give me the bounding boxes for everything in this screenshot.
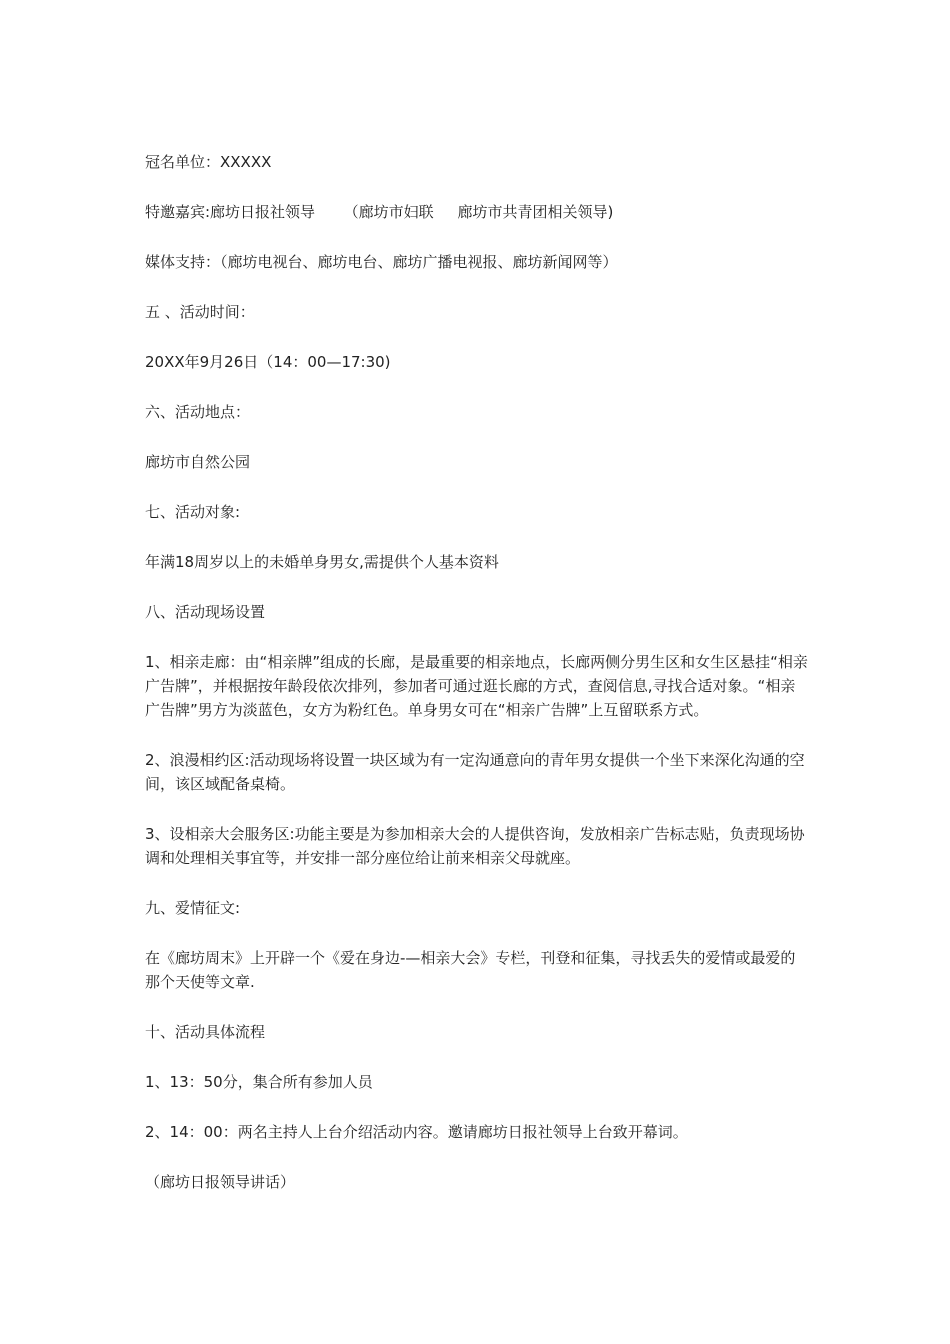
media-support-line: 媒体支持：（廊坊电视台、廊坊电台、廊坊广播电视报、廊坊新闻网等） (145, 253, 618, 271)
venue-item-corridor: 1、相亲走廊：由“相亲牌”组成的长廊，是最重要的相亲地点，长廊两侧分男生区和女生区悬挂“相亲广告牌”，并根据按年龄段依次排列，参加者可通过逛长廊的方式，查阅信息,寻找合适对象。“相亲广告牌”男方为淡蓝色，女方为粉红色。单身男女可在“相亲广告牌”上互留联系方式。 (145, 653, 808, 719)
process-note-speech: （廊坊日报领导讲话） (145, 1173, 296, 1191)
section-heading-essay: 九、爱情征文: (145, 899, 241, 917)
venue-item-service-area: 3、设相亲大会服务区:功能主要是为参加相亲大会的人提供咨询，发放相亲广告标志贴，负责现场协调和处理相关事宜等，并安排一部分座位给让前来相亲父母就座。 (145, 825, 805, 867)
process-step-1: 1、13：50分，集合所有参加人员 (145, 1073, 373, 1091)
process-step-2: 2、14：00：两名主持人上台介绍活动内容。邀请廊坊日报社领导上台致开幕词。 (145, 1123, 688, 1141)
title-sponsor-line: 冠名单位：XXXXX (145, 153, 272, 171)
section-heading-venue-setup: 八、活动现场设置 (145, 603, 266, 621)
event-time: 20XX年9月26日（14：00—17:30) (145, 353, 391, 371)
document-body (145, 150, 810, 1220)
section-heading-time: 五 、活动时间： (145, 303, 255, 321)
section-heading-process: 十、活动具体流程 (145, 1023, 266, 1041)
event-audience: 年满18周岁以上的未婚单身男女,需提供个人基本资料 (145, 553, 499, 571)
venue-item-romantic-area: 2、浪漫相约区:活动现场将设置一块区域为有一定沟通意向的青年男女提供一个坐下来深化沟通的空间，该区域配备桌椅。 (145, 751, 805, 793)
special-guests-line: 特邀嘉宾:廊坊日报社领导 （廊坊市妇联 廊坊市共青团相关领导) (145, 203, 614, 221)
event-location: 廊坊市自然公园 (145, 453, 251, 471)
section-heading-location: 六、活动地点： (145, 403, 251, 421)
section-heading-audience: 七、活动对象: (145, 503, 241, 521)
essay-description: 在《廊坊周末》上开辟一个《爱在身边-—相亲大会》专栏，刊登和征集，寻找丢失的爱情或最爱的那个天使等文章. (145, 949, 796, 991)
